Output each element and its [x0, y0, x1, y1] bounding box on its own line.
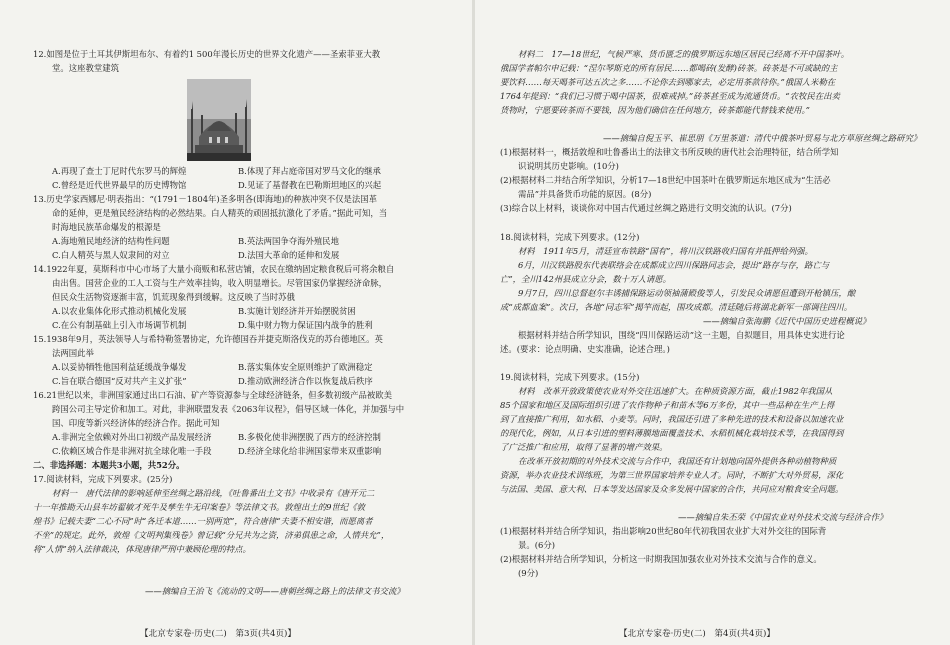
- q19-heading: 19.阅读材料，完成下列要求。(15分): [500, 372, 640, 382]
- q14-line2: 由出售。国营企业的工人工资与生产效率挂钩，收入明显增长。尽管国家仍掌握经济命脉，: [52, 278, 387, 288]
- q13-option-a: A.海地殖民地经济的结构性问题: [52, 236, 170, 246]
- q13-option-c: C.白人精英与黑人奴隶间的对立: [52, 250, 170, 260]
- q15-line2: 法两国此举: [52, 348, 94, 358]
- q17-heading: 17.阅读材料，完成下列要求。(25分): [33, 474, 173, 484]
- q19-material-line7: 资源，举办农业技术训练班，为第三世界国家培养专业人才。同时，不断扩大对外贸易，深化: [500, 470, 844, 480]
- m2-line2: 俄国学者帕尔申记载：“涅尔琴斯克的所有居民……都喝砖(发酵)砖茶。砖茶是不可或缺的主: [500, 63, 838, 73]
- q19-sub2-line1: (2)根据材料并结合所学知识，分析这一时期我国加强农业对外技术交流与合作的意义。: [500, 554, 822, 564]
- q13-option-b: B.英法两国争夺海外殖民地: [238, 236, 339, 246]
- page-3: [0, 0, 470, 645]
- page-4: [478, 0, 950, 645]
- q16-option-c: C.依赖区域合作是非洲对抗全球化唯一手段: [52, 446, 212, 456]
- footer-page4: 【北京专家卷·历史(二) 第4页(共4页)】: [619, 629, 775, 639]
- q14-line3: 但民众生活物资逐渐丰富，饥荒现象得到缓解。这反映了当时苏俄: [52, 292, 295, 302]
- q13-option-d: D.法国大革命的延伸和发展: [238, 250, 340, 260]
- q16-line3: 国、印度等新兴经济体的经济合作。据此可知: [52, 418, 220, 428]
- q12-line1: 12.如图是位于土耳其伊斯坦布尔、有着约1 500年漫长历史的世界文化遗产——圣索菲亚大教: [33, 49, 381, 59]
- q16-line1: 16.21世纪以来，非洲国家通过出口石油、矿产等资源参与全球经济链条，但多数初级产品被欧美: [33, 390, 392, 400]
- q12-option-c: C.曾经是近代世界最早的历史博物馆: [52, 180, 187, 190]
- q16-option-a: A.非洲完全依赖对外出口初级产品发展经济: [52, 432, 212, 442]
- q12-option-a: A.再现了查士丁尼时代东罗马的辉煌: [52, 166, 187, 176]
- q15-option-a: A.以妥协牺牲他国利益延缓战争爆发: [52, 362, 187, 372]
- q19-material-line8: 与法国、美国、意大利、日本等发达国家及众多发展中国家的合作，共同应对粮食安全问题。: [500, 484, 844, 494]
- m2-source: ——摘编自倪玉平、崔思朋《万里茶道：清代中俄茶叶贸易与北方草原丝绸之路研究》: [603, 133, 922, 143]
- section-heading: 二、非选择题：本题共3小题，共52分。: [33, 460, 185, 470]
- q17-sub1-line1: (1)根据材料一，概括敦煌和吐鲁番出土的法律文书所反映的唐代社会治理特征，结合所学知: [500, 147, 839, 157]
- q19-material-line4: 的现代化，例如，从日本引进的塑料薄膜地面覆盖技术、水稻机械化栽培技术等，在我国得到: [500, 428, 844, 438]
- q17-material-line3: 煌书》记载夫妻“二心不同”时“各迁本道……一别两宽”，符合唐律“夫妻不相安谐，而愿离者: [33, 516, 373, 526]
- q19-material-line1: 材料 改革开放政策使农业对外交往迅速扩大。在种质资源方面，截止1982年我国从: [518, 386, 833, 396]
- q14-option-b: B.实施计划经济并开始摆脱贫困: [238, 306, 356, 316]
- q19-material-line3: 到了直接推广利用，如水稻、小麦等。同时，我国还引进了多种先进的技术和设备以加速农业: [500, 414, 844, 424]
- q17-sub1-line2: 识说明其历史影响。(10分): [518, 161, 619, 171]
- q17-source: ——摘编自王治飞《流动的文明——唐朝丝绸之路上的法律文书交流》: [145, 586, 405, 596]
- q18-material-line2: 6月，川汉铁路股东代表联络会在成都成立四川保路同志会，提出“路存与存，路亡与: [518, 260, 830, 270]
- q17-sub3: (3)综合以上材料，谈谈你对中国古代通过丝绸之路进行文明交流的认识。(7分): [500, 203, 792, 213]
- q18-task-line2: 述。(要求：论点明确、史实准确，论述合理。): [500, 344, 670, 354]
- q19-material-line6: 在改革开放初期的对外技术交流与合作中，我国还有计划地向国外提供各种动植物种质: [518, 456, 837, 466]
- q16-option-d: D.经济全球化给非洲国家带来双重影响: [238, 446, 382, 456]
- q16-line2: 跨国公司主导定价和加工。对此，非洲联盟发表《2063年议程》，倡导区域一体化，并加强与中: [52, 404, 405, 414]
- m2-line1: 材料二 17—18世纪，气候严寒、货币匮乏的俄罗斯远东地区居民已经离不开中国茶叶。: [518, 49, 850, 59]
- q14-option-c: C.在公有制基础上引入市场调节机制: [52, 320, 187, 330]
- q19-sub1-line1: (1)根据材料并结合所学知识，指出影响20世纪80年代初我国农业扩大对外交往的国际背: [500, 526, 827, 536]
- q18-material-line4: 9月7日，四川总督赵尔丰诱捕保路运动领袖蒲殿俊等人，引发民众请愿但遭到开枪镇压，酿: [518, 288, 856, 298]
- q13-line1: 13.历史学家西娜尼·明表指出：“(1791－1804年)圣多明各(即海地)的种族冲突不仅是法国革: [33, 194, 377, 204]
- q17-sub2-line1: (2)根据材料二并结合所学知识，分析17—18世纪中国茶叶在俄罗斯远东地区成为“生活必: [500, 175, 831, 185]
- q12-option-d: D.见证了基督教在巴勒斯坦地区的兴起: [238, 180, 382, 190]
- m2-line3: 要饮料……每天喝茶可达五次之多……不论你去到哪家去，必定用茶款待你。”俄国人米勒在: [500, 77, 836, 87]
- q14-option-d: D.集中财力物力保证国内战争的胜利: [238, 320, 373, 330]
- q15-option-d: D.推动欧洲经济合作以恢复战后秩序: [238, 376, 373, 386]
- q15-option-b: B.落实集体安全原则维护了欧洲稳定: [238, 362, 373, 372]
- q19-sub2-line2: (9分): [518, 568, 539, 578]
- q12-option-b: B.体现了拜占庭帝国对罗马文化的继承: [238, 166, 381, 176]
- q14-option-a: A.以农业集体化形式推动机械化发展: [52, 306, 187, 316]
- q18-task-line1: 根据材料并结合所学知识，围绕“四川保路运动”这一主题，自拟题目，用具体史实进行论: [518, 330, 845, 340]
- q17-material-line2: 十一年推勘天山县车坊翟敏才死牛及孳生牛无印案卷》等法律文书。敦煌出土的9世纪《敦: [33, 502, 365, 512]
- q15-option-c: C.旨在联合德国“反对共产主义扩张”: [52, 376, 187, 386]
- q17-material-line4: 不坐”的规定。此外，敦煌《文明判集残卷》曾记载“分兄共为之资，济弟俱患之命，人情共允”，: [33, 530, 390, 540]
- hagia-sophia-photo: [187, 79, 251, 161]
- q19-source: ——摘编自朱丕荣《中国农业对外技术交流与经济合作》: [678, 512, 888, 522]
- q13-line2: 命的延伸，更是殖民经济结构的必然结果。白人精英的顽固抵抗激化了矛盾。”据此可知，当: [52, 208, 388, 218]
- q18-material-line1: 材料 1911年5月，清廷宣布铁路“国有”，将川汉铁路收归国有并抵押给列强。: [518, 246, 813, 256]
- page-fold: [472, 0, 475, 645]
- q19-sub1-line2: 景。(6分): [518, 540, 555, 550]
- q15-line1: 15.1938年9月，英法领导人与希特勒签署协定，允许德国吞并捷克斯洛伐克的苏台德地区。英: [33, 334, 383, 344]
- q18-material-line3: 亡”，全川142州县成立分会，数十万人请愿。: [500, 274, 672, 284]
- q18-heading: 18.阅读材料，完成下列要求。(12分): [500, 232, 640, 242]
- q18-source: ——摘编自张海鹏《近代中国历史进程概说》: [703, 316, 871, 326]
- q18-material-line5: 成“成都血案”。次日，各地“同志军”揭竿而起，围攻成都。清廷随后将湖北新军一部调往四川。: [500, 302, 853, 312]
- q16-option-b: B.多极化使非洲摆脱了西方的经济控制: [238, 432, 381, 442]
- q17-sub2-line2: 需品”并具备货币功能的原因。(8分): [518, 189, 652, 199]
- q17-material-line1: 材料一 唐代法律的影响延伸至丝绸之路沿线，《吐鲁番出土文书》中收录有《唐开元二: [52, 488, 375, 498]
- q19-material-line5: 了广泛推广和应用，取得了显著的增产效果。: [500, 442, 668, 452]
- q13-line3: 时海地民族革命爆发的根源是: [52, 222, 161, 232]
- m2-line4: 1764年提到：“我们已习惯于喝中国茶，很难戒掉。”砖茶甚至成为流通货币。“农牧民在出卖: [500, 91, 840, 101]
- m2-line5: 货物时，宁愿要砖茶而不要钱，因为他们确信在任何地方，砖茶都能代替钱来使用。”: [500, 105, 810, 115]
- q17-material-line5: 将“人情”纳入法律裁决，体现唐律严刑中兼顾伦理的特点。: [33, 544, 251, 554]
- q19-material-line2: 85个国家和地区及国际组织引进了农作物种子和苗木等6万多份，其中一些品种在生产上得: [500, 400, 835, 410]
- footer-page3: 【北京专家卷·历史(二) 第3页(共4页)】: [140, 629, 296, 639]
- q12-line2: 堂。这座教堂建筑: [52, 63, 119, 73]
- q14-line1: 14.1922年夏，莫斯科市中心市场了大量小商贩和私营店铺，农民在缴纳固定粮食税后可将余粮自: [33, 264, 395, 274]
